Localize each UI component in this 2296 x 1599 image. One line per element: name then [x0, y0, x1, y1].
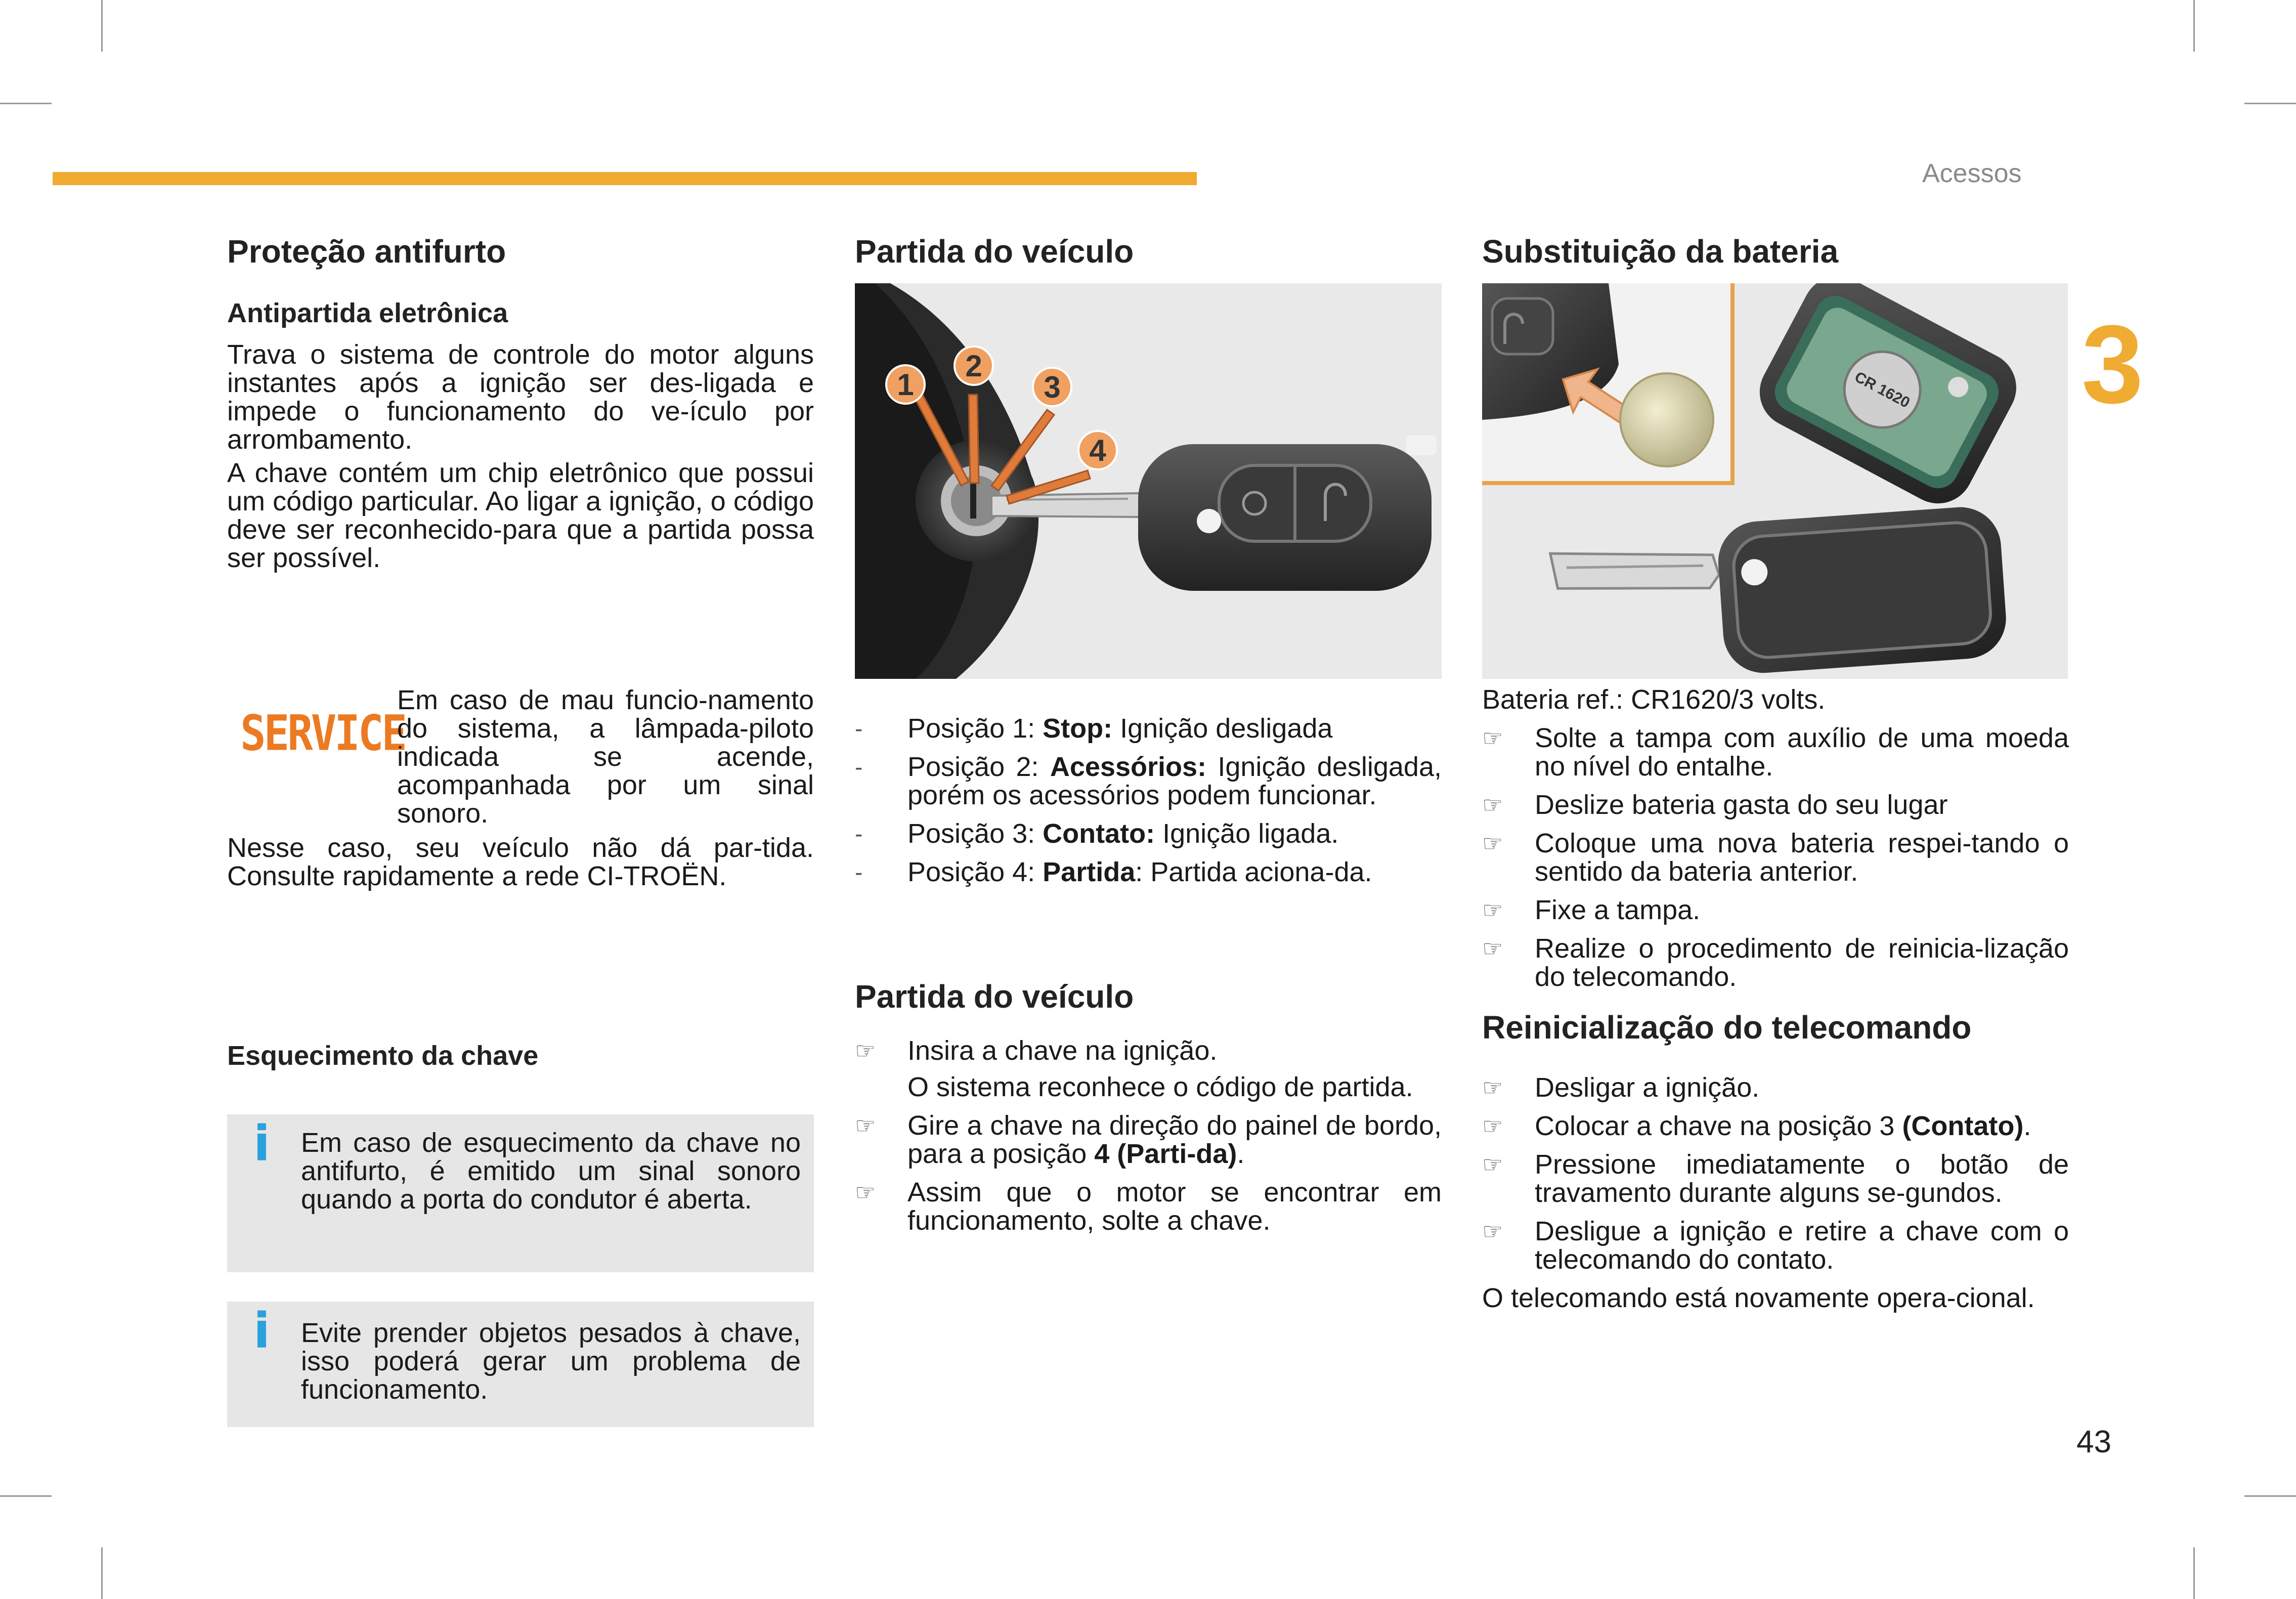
- start-step-1: ☞ Insira a chave na ignição.: [855, 1035, 1218, 1066]
- heading-antitheft: Proteção antifurto: [227, 233, 506, 270]
- battery-step-5: ☞ Realize o procedimento de reinicia-lização do telecomando.: [1482, 933, 2069, 992]
- battery-step-2: ☞ Deslize bateria gasta do seu lugar: [1482, 790, 1948, 820]
- battery-reference: Bateria ref.: CR1620/3 volts.: [1482, 684, 1826, 715]
- heading-vehicle-start-2: Partida do veículo: [855, 978, 1134, 1015]
- pointing-hand-icon: ☞: [1482, 1113, 1503, 1140]
- pointing-hand-icon: ☞: [1482, 935, 1503, 962]
- dash-bullet: -: [855, 754, 863, 780]
- figure-label-1: 1: [897, 368, 914, 402]
- ignition-svg: [855, 283, 1442, 679]
- heading-battery-replacement: Substituição da bateria: [1482, 233, 1839, 270]
- battery-section: [1482, 685, 2069, 1001]
- info-icon: i: [253, 1115, 270, 1172]
- remote-reset-section: [1482, 1010, 2069, 1312]
- column-antitheft: [227, 234, 814, 269]
- ignition-position-4: - Posição 4: Partida: Partida aciona-da.: [855, 857, 1372, 887]
- pointing-hand-icon: ☞: [855, 1038, 876, 1064]
- figure-label-4: 4: [1089, 434, 1106, 467]
- figure-label-3: 3: [1044, 370, 1061, 404]
- reset-step-4: ☞ Desligue a ignição e retire a chave com o telecomando do contato.: [1482, 1216, 2069, 1275]
- reset-step-3: ☞ Pressione imediatamente o botão de travamento durante alguns se-gundos.: [1482, 1149, 2069, 1208]
- column-antitheft-body: [227, 298, 814, 572]
- crop-mark: [0, 103, 52, 104]
- figure-label-2: 2: [965, 349, 982, 383]
- reset-closing-note: O telecomando está novamente opera-cional.: [1482, 1283, 2035, 1314]
- header-accent-bar: [53, 172, 1197, 185]
- page-number: 43: [2076, 1424, 2111, 1459]
- column-start: [855, 234, 1442, 269]
- start-step-2: ☞ Gire a chave na direção do painel de bordo, para a posição 4 (Parti-da).: [855, 1110, 1442, 1170]
- dash-bullet: -: [855, 715, 863, 742]
- pointing-hand-icon: ☞: [1482, 725, 1503, 751]
- paragraph-immobilizer: Trava o sistema de controle do motor alguns instantes após a ignição ser des-ligada e impede o funcionamento do ve-ículo por arrombamento.: [227, 339, 814, 455]
- ignition-position-2: - Posição 2: Acessórios: Ignição desligada, porém os acessórios podem funcionar.: [855, 752, 1442, 810]
- ignition-key-illustration: [855, 283, 1442, 679]
- start-step-list: [855, 1036, 1442, 1235]
- reset-step-1: ☞ Desligar a ignição.: [1482, 1072, 1760, 1103]
- paragraph-chip: A chave contém um chip eletrônico que possui um código particular. Ao ligar a ignição, o código deve ser reconhecido-para que a partida possa ser possível.: [227, 458, 814, 574]
- info-box-heavy-objects: [227, 1302, 814, 1427]
- crop-mark: [101, 0, 103, 52]
- battery-step-1: ☞ Solte a tampa com auxílio de uma moeda no nível do entalhe.: [1482, 723, 2069, 782]
- reset-step-list: [1482, 1073, 2069, 1274]
- dealer-note: Nesse caso, seu veículo não dá par-tida. Consulte rapidamente a rede CI-TROËN.: [227, 833, 814, 891]
- dash-bullet: -: [855, 820, 863, 847]
- battery-svg: [1482, 283, 2068, 679]
- start-step-3: ☞ Assim que o motor se encontrar em funcionamento, solte a chave.: [855, 1177, 1442, 1236]
- column-battery: [1482, 234, 2069, 269]
- crop-mark: [2193, 1547, 2195, 1599]
- dash-bullet: -: [855, 859, 863, 885]
- subheading-immobilizer: Antipartida eletrônica: [227, 298, 508, 328]
- crop-mark: [2193, 0, 2195, 52]
- dealer-note-block: [227, 834, 814, 890]
- reset-step-2: ☞ Colocar a chave na posição 3 (Contato).: [1482, 1111, 2031, 1142]
- pointing-hand-icon: ☞: [1482, 897, 1503, 923]
- pointing-hand-icon: ☞: [1482, 1074, 1503, 1101]
- battery-step-list: [1482, 724, 2069, 991]
- pointing-hand-icon: ☞: [1482, 792, 1503, 818]
- service-warning-icon: SERVICE: [240, 704, 406, 762]
- crop-mark: [0, 1495, 52, 1497]
- info-text-heavy-objects: Evite prender objetos pesados à chave, isso poderá gerar um problema de funcionamento.: [301, 1318, 801, 1405]
- info-box-forgotten-key: [227, 1114, 814, 1272]
- battery-label: CR 1620: [1851, 368, 1913, 412]
- section-label: Acessos: [1922, 159, 2022, 188]
- pointing-hand-icon: ☞: [1482, 830, 1503, 856]
- subheading-forgotten-key: Esquecimento da chave: [227, 1041, 539, 1071]
- battery-step-4: ☞ Fixe a tampa.: [1482, 895, 1701, 925]
- pointing-hand-icon: ☞: [855, 1112, 876, 1139]
- ignition-position-3: - Posição 3: Contato: Ignição ligada.: [855, 818, 1339, 849]
- crop-mark: [2244, 103, 2296, 104]
- start-procedure: [855, 979, 1442, 1245]
- heading-remote-reset: Reinicialização do telecomando: [1482, 1009, 1972, 1046]
- info-text-forgotten-key: Em caso de esquecimento da chave no antifurto, é emitido um sinal sonoro quando a porta do condutor é aberta.: [301, 1128, 801, 1215]
- ignition-position-list: [855, 714, 1442, 886]
- battery-step-3: ☞ Coloque uma nova bateria respei-tando o sentido da bateria anterior.: [1482, 828, 2069, 887]
- forgotten-key-block: [227, 1041, 814, 1071]
- crop-mark: [2244, 1495, 2296, 1497]
- battery-replacement-illustration: [1482, 283, 2068, 679]
- heading-vehicle-start: Partida do veículo: [855, 233, 1134, 270]
- pointing-hand-icon: ☞: [1482, 1151, 1503, 1178]
- service-text-block: [397, 686, 814, 828]
- crop-mark: [101, 1547, 103, 1599]
- pointing-hand-icon: ☞: [855, 1179, 876, 1206]
- info-icon: i: [253, 1303, 270, 1359]
- chapter-number: 3: [2082, 302, 2144, 426]
- ignition-positions: [855, 714, 1442, 896]
- ignition-position-1: - Posição 1: Stop: Ignição desligada: [855, 713, 1333, 744]
- pointing-hand-icon: ☞: [1482, 1218, 1503, 1245]
- service-warning-text: Em caso de mau funcio-namento do sistema, a lâmpada-piloto indicada se acende, acompanhada por um sinal sonoro.: [397, 685, 814, 829]
- start-step-1-note: O sistema reconhece o código de partida.: [907, 1072, 1413, 1103]
